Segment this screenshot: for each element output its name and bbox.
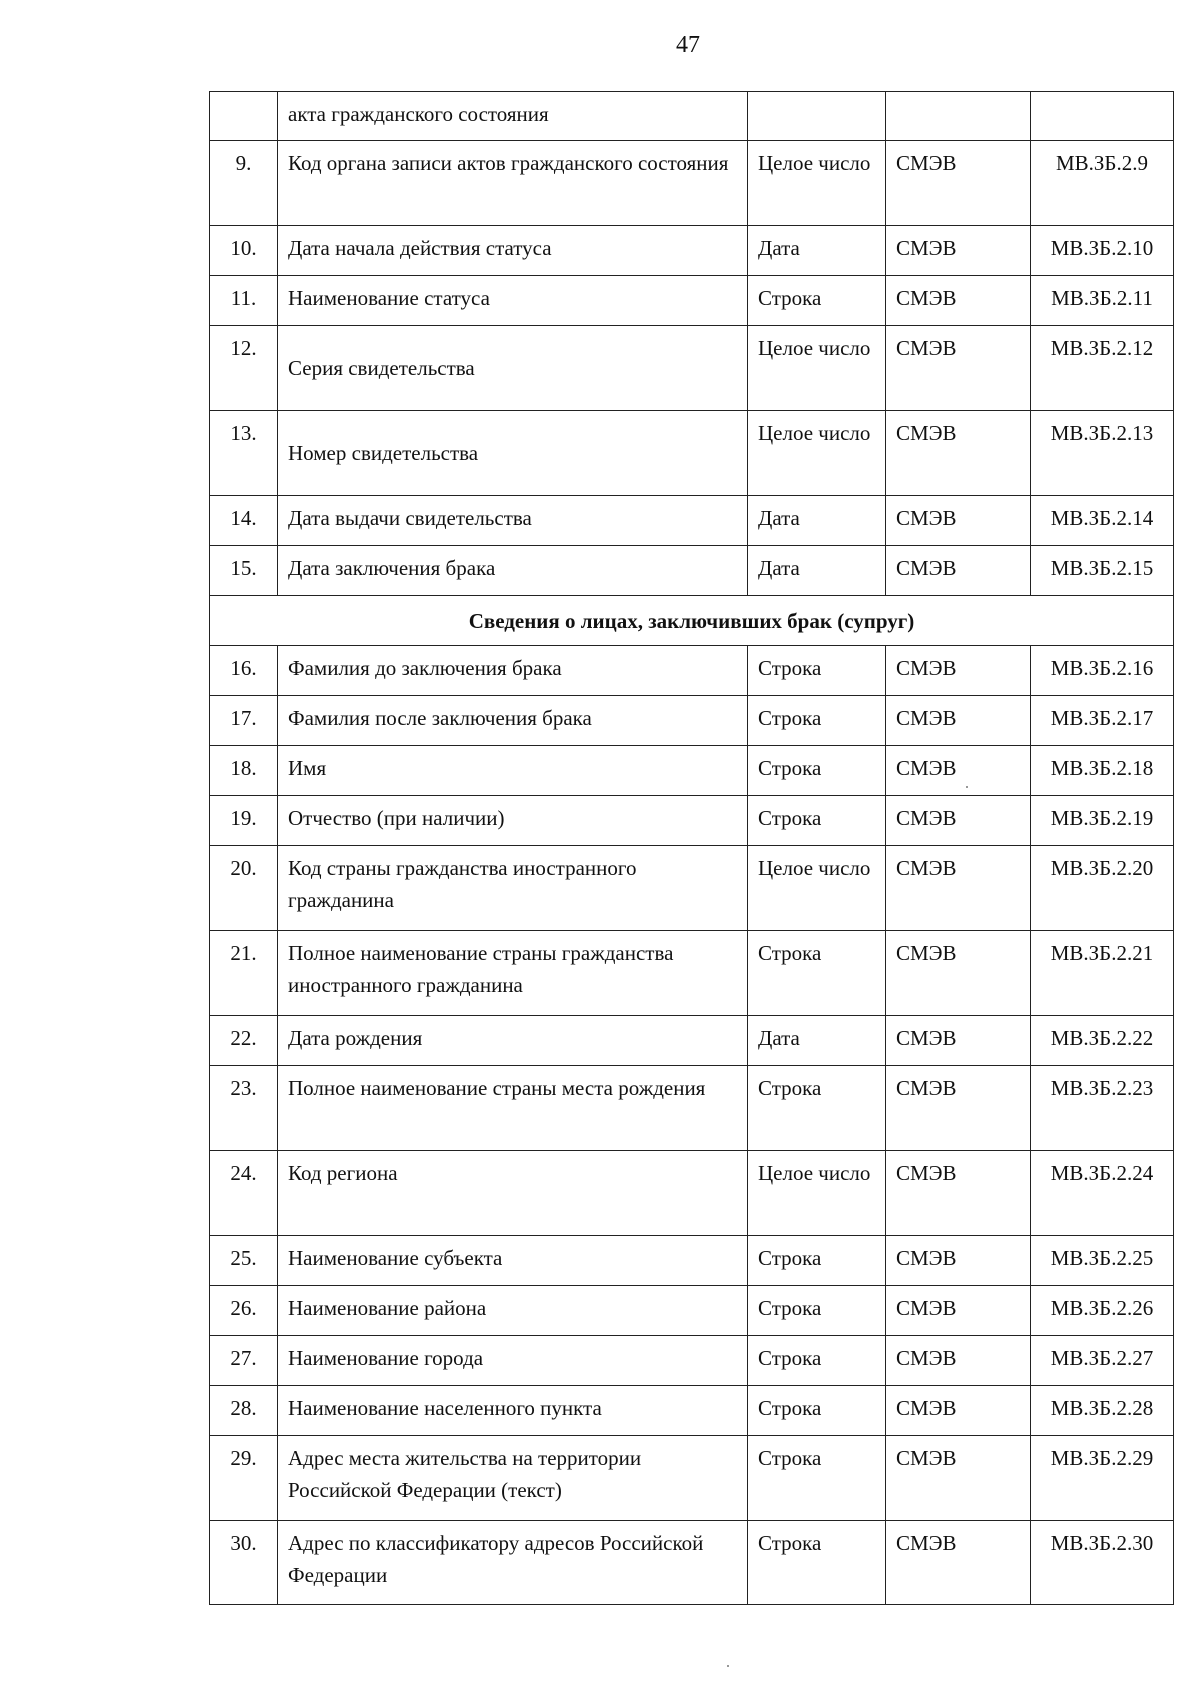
cell-name: Полное наименование страны гражданства иностранного гражданина — [278, 931, 748, 1016]
cell-code: МВ.ЗБ.2.13 — [1031, 411, 1174, 496]
cell-code: МВ.ЗБ.2.18 — [1031, 746, 1174, 796]
table-row — [210, 1066, 1174, 1151]
cell-code: МВ.ЗБ.2.16 — [1031, 646, 1174, 696]
cell-code: МВ.ЗБ.2.10 — [1031, 226, 1174, 276]
table-row — [210, 1386, 1174, 1436]
table-row — [210, 646, 1174, 696]
cell-type: Строка — [748, 276, 886, 326]
cell-num: 22. — [210, 1016, 278, 1066]
table-row — [210, 546, 1174, 596]
table-row-continuation — [210, 92, 1174, 141]
table-row — [210, 1151, 1174, 1236]
cell-code: МВ.ЗБ.2.9 — [1031, 141, 1174, 226]
cell-name: Наименование города — [278, 1336, 748, 1386]
table-row — [210, 1436, 1174, 1521]
cell-num: 24. — [210, 1151, 278, 1236]
cell-code: МВ.ЗБ.2.20 — [1031, 846, 1174, 931]
cell-name: Наименование статуса — [278, 276, 748, 326]
cell-source: СМЭВ — [886, 931, 1031, 1016]
cell-source: СМЭВ — [886, 1236, 1031, 1286]
cell-code: МВ.ЗБ.2.25 — [1031, 1236, 1174, 1286]
table-row — [210, 276, 1174, 326]
table-row — [210, 326, 1174, 411]
cell-num: 13. — [210, 411, 278, 496]
cell-name: Полное наименование страны места рождения — [278, 1066, 748, 1151]
cell-type: Строка — [748, 696, 886, 746]
cell-name: Фамилия после заключения брака — [278, 696, 748, 746]
table-row — [210, 746, 1174, 796]
page-number: 47 — [676, 32, 700, 58]
cell-type — [748, 92, 886, 141]
cell-source: СМЭВ — [886, 796, 1031, 846]
table-row — [210, 411, 1174, 496]
cell-code: МВ.ЗБ.2.11 — [1031, 276, 1174, 326]
table-row — [210, 496, 1174, 546]
cell-source: СМЭВ — [886, 1336, 1031, 1386]
cell-source: СМЭВ — [886, 411, 1031, 496]
cell-name: акта гражданского состояния — [278, 92, 748, 141]
cell-source: СМЭВ — [886, 696, 1031, 746]
cell-name: Код страны гражданства иностранного гражданина — [278, 846, 748, 931]
cell-num: 15. — [210, 546, 278, 596]
scan-speck — [727, 1665, 729, 1667]
cell-num: 9. — [210, 141, 278, 226]
cell-source: СМЭВ — [886, 1151, 1031, 1236]
cell-num: 25. — [210, 1236, 278, 1286]
cell-type: Строка — [748, 1066, 886, 1151]
cell-type: Дата — [748, 1016, 886, 1066]
cell-num: 30. — [210, 1521, 278, 1605]
cell-name: Дата начала действия статуса — [278, 226, 748, 276]
cell-source: СМЭВ — [886, 846, 1031, 931]
cell-name: Код органа записи актов гражданского состояния — [278, 141, 748, 226]
cell-name: Наименование субъекта — [278, 1236, 748, 1286]
cell-num: 10. — [210, 226, 278, 276]
cell-num: 17. — [210, 696, 278, 746]
table-row — [210, 1236, 1174, 1286]
table-row — [210, 1286, 1174, 1336]
cell-code: МВ.ЗБ.2.21 — [1031, 931, 1174, 1016]
cell-name: Фамилия до заключения брака — [278, 646, 748, 696]
cell-type: Целое число — [748, 141, 886, 226]
cell-num: 16. — [210, 646, 278, 696]
cell-code: МВ.ЗБ.2.26 — [1031, 1286, 1174, 1336]
table-row — [210, 696, 1174, 746]
cell-type: Строка — [748, 1386, 886, 1436]
cell-type: Целое число — [748, 411, 886, 496]
cell-name: Отчество (при наличии) — [278, 796, 748, 846]
cell-type: Строка — [748, 1236, 886, 1286]
cell-source: СМЭВ — [886, 141, 1031, 226]
cell-type: Строка — [748, 931, 886, 1016]
cell-source: СМЭВ — [886, 1286, 1031, 1336]
cell-type: Строка — [748, 1336, 886, 1386]
cell-num: 27. — [210, 1336, 278, 1386]
cell-type: Строка — [748, 646, 886, 696]
cell-source: СМЭВ — [886, 276, 1031, 326]
cell-source: СМЭВ — [886, 1016, 1031, 1066]
cell-source: СМЭВ — [886, 1436, 1031, 1521]
cell-code: МВ.ЗБ.2.30 — [1031, 1521, 1174, 1605]
scan-speck — [966, 786, 968, 788]
cell-source: СМЭВ — [886, 646, 1031, 696]
cell-code: МВ.ЗБ.2.14 — [1031, 496, 1174, 546]
cell-num: 18. — [210, 746, 278, 796]
table-row — [210, 846, 1174, 931]
cell-num: 28. — [210, 1386, 278, 1436]
table-row — [210, 141, 1174, 226]
cell-num: 29. — [210, 1436, 278, 1521]
cell-num: 12. — [210, 326, 278, 411]
cell-code: МВ.ЗБ.2.27 — [1031, 1336, 1174, 1386]
cell-name: Серия свидетельства — [278, 326, 748, 411]
cell-type: Строка — [748, 1521, 886, 1605]
cell-source: СМЭВ — [886, 1066, 1031, 1151]
table-row — [210, 931, 1174, 1016]
cell-source: СМЭВ — [886, 326, 1031, 411]
cell-type: Строка — [748, 1286, 886, 1336]
cell-name: Дата рождения — [278, 1016, 748, 1066]
cell-source: СМЭВ — [886, 1386, 1031, 1436]
cell-name: Дата заключения брака — [278, 546, 748, 596]
cell-source: СМЭВ — [886, 496, 1031, 546]
cell-code: МВ.ЗБ.2.15 — [1031, 546, 1174, 596]
cell-source: СМЭВ — [886, 226, 1031, 276]
cell-name: Наименование района — [278, 1286, 748, 1336]
cell-name: Адрес места жительства на территории Российской Федерации (текст) — [278, 1436, 748, 1521]
cell-code: МВ.ЗБ.2.12 — [1031, 326, 1174, 411]
cell-num: 14. — [210, 496, 278, 546]
cell-source: СМЭВ — [886, 746, 1031, 796]
cell-type: Целое число — [748, 326, 886, 411]
cell-code: МВ.ЗБ.2.17 — [1031, 696, 1174, 746]
section-title: Сведения о лицах, заключивших брак (супруг) — [210, 596, 1174, 646]
table-row — [210, 1336, 1174, 1386]
cell-source — [886, 92, 1031, 141]
cell-name: Наименование населенного пункта — [278, 1386, 748, 1436]
cell-code: МВ.ЗБ.2.22 — [1031, 1016, 1174, 1066]
cell-type: Целое число — [748, 1151, 886, 1236]
cell-name: Адрес по классификатору адресов Российской Федерации — [278, 1521, 748, 1605]
cell-num: 23. — [210, 1066, 278, 1151]
cell-name: Код региона — [278, 1151, 748, 1236]
cell-name: Номер свидетельства — [278, 411, 748, 496]
table-row — [210, 796, 1174, 846]
cell-code: МВ.ЗБ.2.23 — [1031, 1066, 1174, 1151]
cell-type: Дата — [748, 496, 886, 546]
cell-code: МВ.ЗБ.2.19 — [1031, 796, 1174, 846]
cell-name: Дата выдачи свидетельства — [278, 496, 748, 546]
table-row — [210, 1016, 1174, 1066]
cell-code: МВ.ЗБ.2.29 — [1031, 1436, 1174, 1521]
data-table — [209, 91, 1174, 1605]
cell-num: 26. — [210, 1286, 278, 1336]
cell-source: СМЭВ — [886, 546, 1031, 596]
cell-type: Строка — [748, 1436, 886, 1521]
cell-num: 19. — [210, 796, 278, 846]
cell-source: СМЭВ — [886, 1521, 1031, 1605]
cell-num: 21. — [210, 931, 278, 1016]
cell-code — [1031, 92, 1174, 141]
section-header-row — [210, 596, 1174, 646]
cell-name: Имя — [278, 746, 748, 796]
table-row — [210, 226, 1174, 276]
table-row — [210, 1521, 1174, 1605]
cell-type: Целое число — [748, 846, 886, 931]
cell-code: МВ.ЗБ.2.28 — [1031, 1386, 1174, 1436]
cell-type: Дата — [748, 546, 886, 596]
cell-num: 20. — [210, 846, 278, 931]
cell-num — [210, 92, 278, 141]
cell-type: Строка — [748, 796, 886, 846]
cell-num: 11. — [210, 276, 278, 326]
cell-type: Строка — [748, 746, 886, 796]
cell-type: Дата — [748, 226, 886, 276]
cell-code: МВ.ЗБ.2.24 — [1031, 1151, 1174, 1236]
